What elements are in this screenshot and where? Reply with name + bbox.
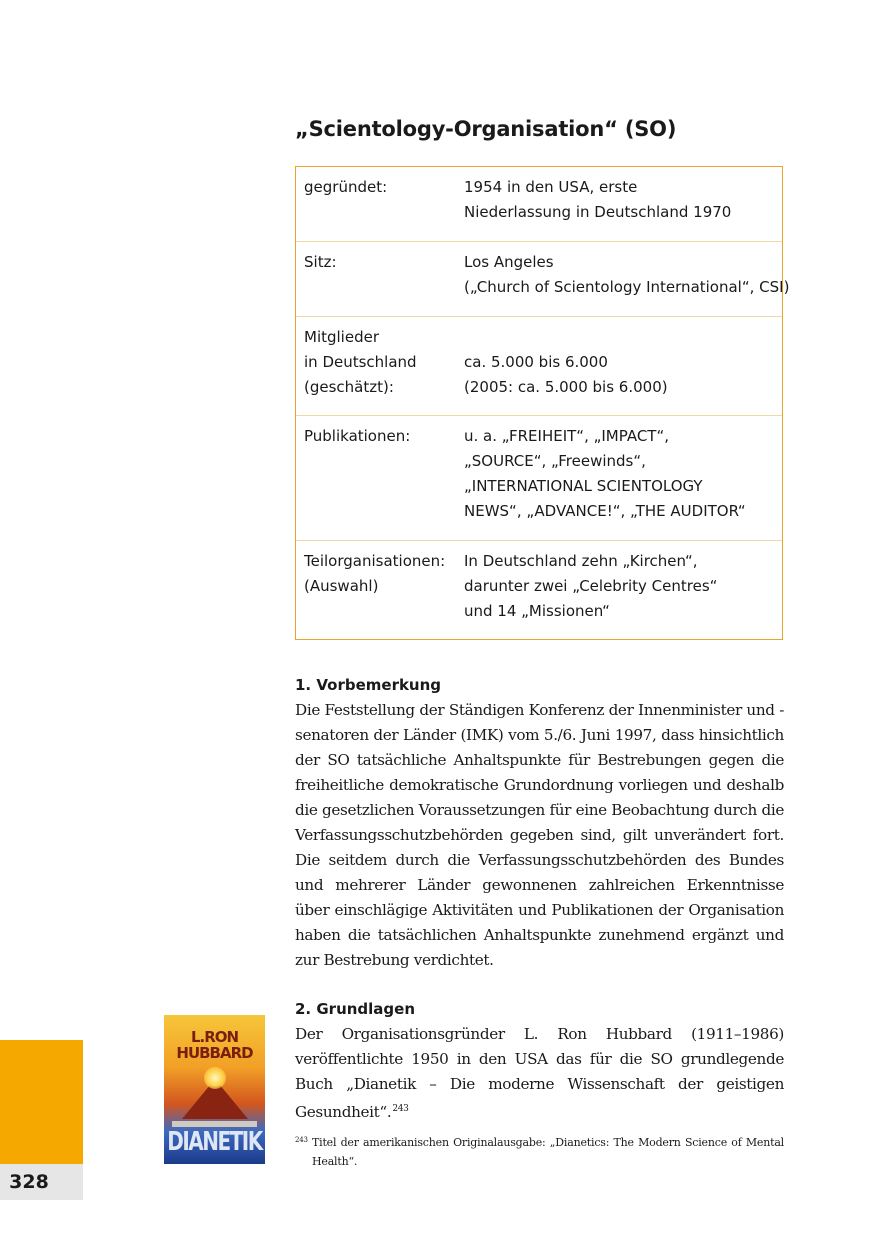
fact-value-line: („Church of Scientology International“, CSI) [464, 278, 790, 296]
fact-value-line: Niederlassung in Deutschland 1970 [464, 203, 732, 221]
footnote-number: 243 [295, 1136, 308, 1144]
fact-label-line: (geschätzt): [304, 378, 394, 396]
fact-value-line: „INTERNATIONAL SCIENTOLOGY [464, 477, 703, 495]
fact-value-line: „SOURCE“, „Freewinds“, [464, 452, 646, 470]
page-margin-tab [0, 1040, 83, 1164]
fact-value-line: (2005: ca. 5.000 bis 6.000) [464, 378, 668, 396]
fact-label [296, 175, 464, 241]
fact-value-line: und 14 „Missionen“ [464, 602, 610, 620]
section-title-grundlagen: 2. Grundlagen [295, 1000, 416, 1018]
page-number: 328 [9, 1171, 49, 1193]
fact-value [464, 250, 789, 316]
fact-row [296, 316, 782, 415]
fact-row [296, 415, 782, 540]
fact-label-line: Sitz: [304, 253, 337, 271]
fact-label [296, 424, 464, 540]
book-cover-image [164, 1015, 265, 1164]
fact-label-line: Teilorganisationen: [304, 552, 446, 570]
fact-label [296, 250, 464, 316]
book-cover-author [164, 1029, 265, 1061]
fact-label-line: Publikationen: [304, 427, 411, 445]
section-title-vorbemerkung: 1. Vorbemerkung [295, 676, 442, 694]
footnote [295, 1133, 784, 1171]
section-text-grundlagen [295, 1022, 784, 1125]
fact-value-line: 1954 in den USA, erste [464, 178, 638, 196]
footnote-text: Titel der amerikanischen Originalausgabe: „Dianetics: The Modern Science of Mental Health“. [312, 1136, 784, 1168]
fact-value-line: In Deutschland zehn „Kirchen“, [464, 552, 698, 570]
fact-value-line: darunter zwei „Celebrity Centres“ [464, 577, 718, 595]
eruption-illustration [204, 1067, 226, 1089]
fact-label [296, 549, 464, 639]
fact-label-line: Mitglieder [304, 328, 379, 346]
fact-value [464, 175, 782, 241]
book-cover-title: DIANETIK [167, 1125, 262, 1157]
fact-value-line: NEWS“, „ADVANCE!“, „THE AUDITOR“ [464, 502, 746, 520]
fact-label-line: (Auswahl) [304, 577, 379, 595]
fact-value [464, 549, 782, 639]
fact-row [296, 241, 790, 316]
section-text-vorbemerkung: Die Feststellung der Ständigen Konferenz der Innenminister und -senatoren der Länder (IMK) vom 5./6. Juni 1997, dass hinsichtlich der SO tatsächliche Anhaltspunkte für Bestrebungen gegen die freiheitliche demokratische Grundordnung vorliegen und deshalb die gesetzlichen Voraussetzungen für eine Beobachtung durch die Verfassungsschutzbehörden gegeben sind, gilt unverändert fort. Die seitdem durch die Verfassungsschutzbehörden des Bundes und mehrerer Länder gewonnenen zahlreichen Erkenntnisse über einschlägige Aktivitäten und Publikationen der Organisation haben die tatsächlichen Anhaltspunkte zunehmend ergänzt und zur Bestrebung verdichtet. [295, 701, 784, 969]
footnote-reference[interactable]: 243 [392, 1104, 409, 1114]
fact-value-line: ca. 5.000 bis 6.000 [464, 353, 608, 371]
fact-value [464, 325, 782, 415]
fact-row [296, 167, 782, 241]
fact-label [296, 325, 464, 415]
fact-label-line: gegründet: [304, 178, 388, 196]
fact-value-line: u. a. „FREIHEIT“, „IMPACT“, [464, 427, 670, 445]
fact-row [296, 540, 782, 639]
fact-label-line: in Deutschland [304, 353, 417, 371]
page-heading: „Scientology-Organisation“ (SO) [295, 117, 677, 141]
book-cover-author-line2: HUBBARD [176, 1044, 253, 1062]
fact-box [295, 166, 790, 640]
fact-value-line [464, 325, 782, 350]
grundlagen-text: Der Organisationsgründer L. Ron Hubbard (1911–1986) veröffentlichte 1950 in den USA das für die SO grundlegende Buch „Dianetik – Die moderne Wissenschaft der geistigen Gesundheit“. [295, 1025, 784, 1121]
fact-value-line: Los Angeles [464, 253, 554, 271]
book-cover-author-line1: L.RON [190, 1028, 239, 1046]
fact-value [464, 424, 782, 540]
